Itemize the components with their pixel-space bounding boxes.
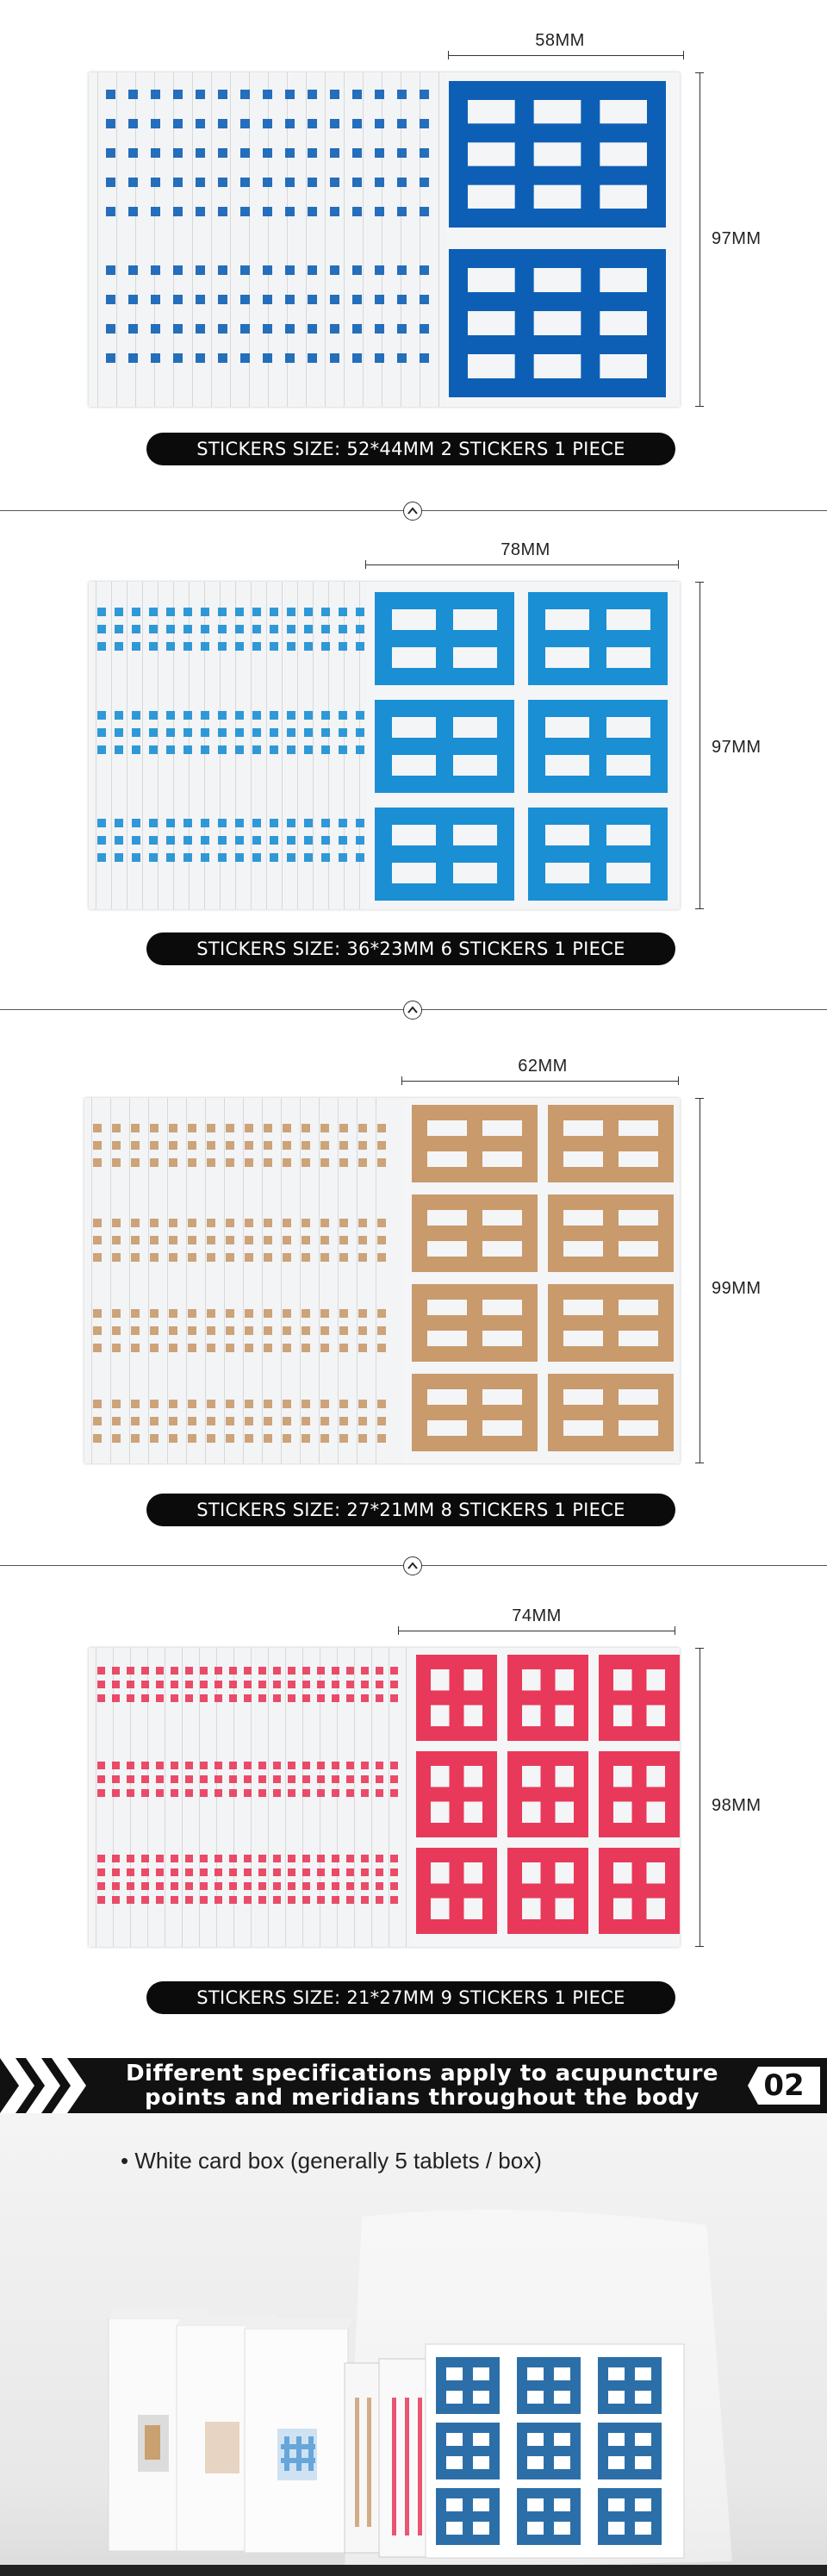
sticker-size-caption: STICKERS SIZE: 52*44MM 2 STICKERS 1 PIECE bbox=[146, 433, 675, 465]
packaging-bullet: • White card box (generally 5 tablets / box) bbox=[121, 2148, 542, 2174]
width-dimension-line bbox=[448, 55, 684, 65]
chevron-arrows-icon bbox=[0, 2058, 95, 2113]
sticker-sheet-graphic bbox=[89, 72, 680, 407]
sticker-sheet-graphic bbox=[84, 1098, 680, 1463]
sticker-sheet-graphic bbox=[89, 582, 680, 909]
blue-sticker-sheet bbox=[436, 2357, 662, 2545]
scroll-up-button[interactable] bbox=[403, 1001, 422, 1020]
sticker-sheet-graphic bbox=[89, 1648, 680, 1947]
banner-title bbox=[95, 2061, 749, 2110]
scroll-up-button[interactable] bbox=[403, 502, 422, 521]
banner-title-line-2: points and meridians throughout the body bbox=[145, 2085, 700, 2111]
scroll-up-button[interactable] bbox=[403, 1556, 422, 1575]
height-dimension-line bbox=[700, 72, 709, 407]
height-dimension-line bbox=[700, 582, 709, 909]
sticker-sheet bbox=[84, 1098, 680, 1463]
chevron-up-icon bbox=[407, 1006, 418, 1014]
banner-title-line-1: Different specifications apply to acupuncture bbox=[125, 2061, 719, 2086]
height-label: 98MM bbox=[712, 1796, 762, 1815]
sticker-size-caption: STICKERS SIZE: 27*21MM 8 STICKERS 1 PIECE bbox=[146, 1494, 675, 1526]
height-label: 99MM bbox=[712, 1279, 762, 1298]
width-dimension-line bbox=[365, 564, 679, 574]
width-dimension-line bbox=[401, 1081, 679, 1090]
chevron-up-icon bbox=[407, 1562, 418, 1569]
width-label: 78MM bbox=[501, 540, 550, 559]
card-box bbox=[245, 2318, 353, 2553]
sticker-sheet bbox=[89, 72, 680, 407]
width-label: 62MM bbox=[518, 1057, 568, 1076]
height-label: 97MM bbox=[712, 738, 762, 757]
height-dimension-line bbox=[700, 1098, 709, 1463]
section-number-badge bbox=[748, 2067, 820, 2105]
sticker-sheet bbox=[89, 1648, 680, 1947]
height-dimension-line bbox=[700, 1648, 709, 1947]
sticker-sheet bbox=[89, 582, 680, 909]
sticker-size-caption: STICKERS SIZE: 21*27MM 9 STICKERS 1 PIECE bbox=[146, 1981, 675, 2014]
packaging-photo-area bbox=[0, 2113, 827, 2576]
sticker-size-caption: STICKERS SIZE: 36*23MM 6 STICKERS 1 PIECE bbox=[146, 932, 675, 965]
width-dimension-line bbox=[398, 1631, 675, 1640]
bottom-bar bbox=[0, 2565, 827, 2576]
section-banner bbox=[0, 2058, 827, 2113]
width-label: 74MM bbox=[512, 1606, 562, 1625]
width-label: 58MM bbox=[535, 31, 585, 50]
chevron-up-icon bbox=[407, 507, 418, 515]
height-label: 97MM bbox=[712, 229, 762, 248]
section-number: 02 bbox=[763, 2068, 805, 2103]
packaging-boxes-graphic bbox=[0, 2113, 827, 2576]
